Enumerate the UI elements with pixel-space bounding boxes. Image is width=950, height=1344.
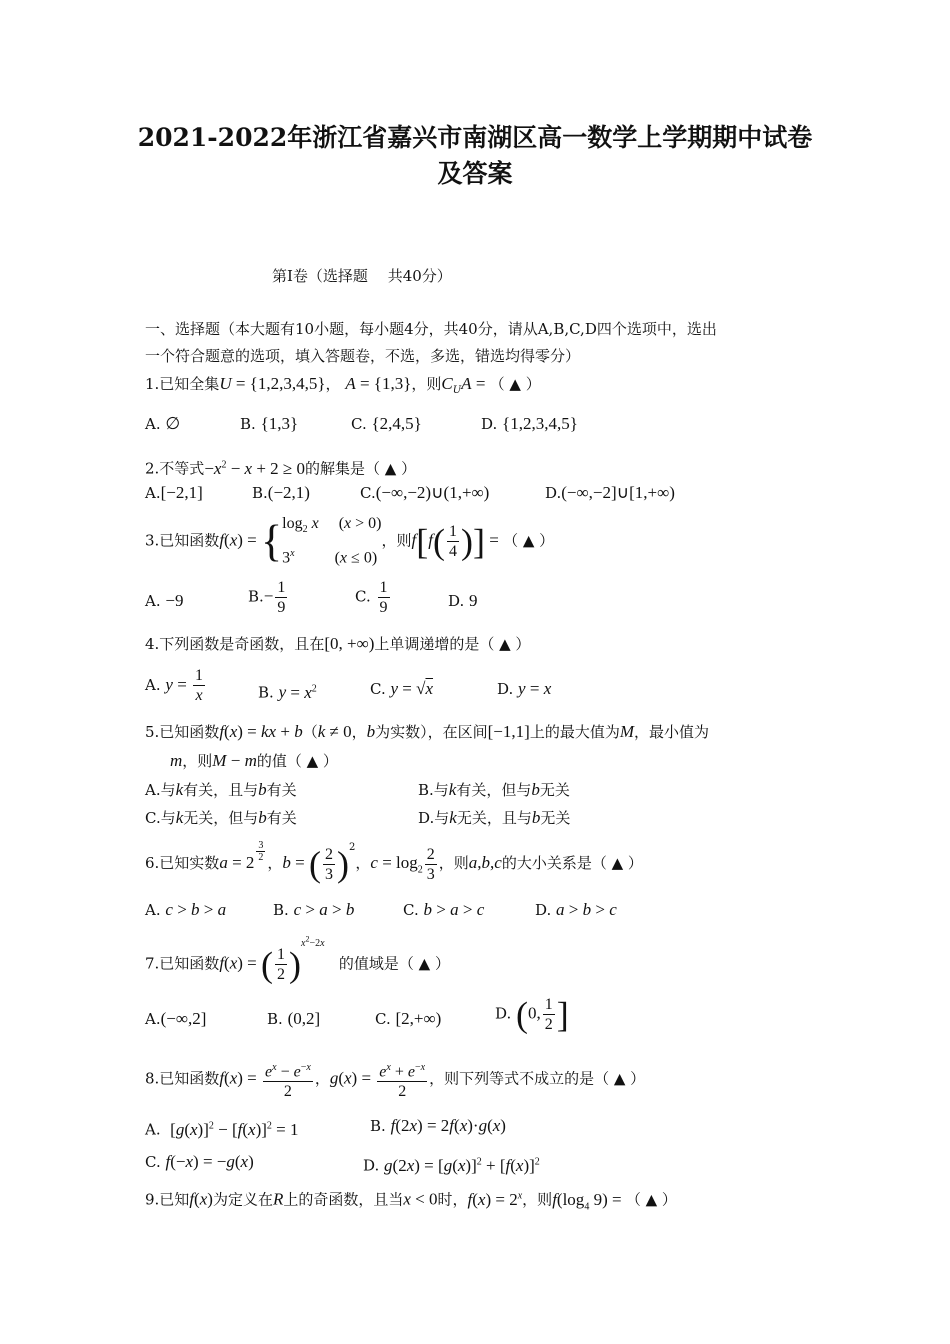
q7-option-c: C. [2,+∞) (375, 1009, 442, 1028)
q4-option-b: B. $y = x^2$ (258, 682, 317, 702)
q3-option-d: D. 9 (448, 591, 478, 610)
instructions-line-1: 一、选择题（本大题有10小题，每小题4分，共40分，请从A,B,C,D四个选项中，选出 (145, 320, 717, 338)
q4-options (145, 666, 552, 705)
q5-option-c: C.与k无关，但与b有关 (145, 808, 297, 827)
q2-option-b: B.(−2,1) (252, 483, 310, 502)
q7-option-d: D. (0, $\frac{1}{2}$ ] (495, 994, 569, 1035)
q3-option-a: A. −9 (145, 591, 184, 610)
q2-options (145, 483, 675, 503)
q6-option-d: D. a > b > c (535, 900, 617, 919)
q7-option-a: A.(−∞,2] (145, 1009, 207, 1028)
question-7: 7.已知函数f(x) = ( $\frac{1}{2}$ )$^{x^2-2x}$ 的值域是（ ▲ ） (145, 935, 450, 985)
question-4: 4.下列函数是奇函数，且在[0, +∞)上单调递增的是（ ▲ ） (145, 634, 531, 653)
q1-options (145, 414, 578, 434)
question-5-line-1: 5.已知函数f(x) = kx + b（k ≠ 0，b为实数），在区间[−1,1]上的最大值为M，最小值为 (145, 722, 710, 741)
section-header: 第Ⅰ卷（选择题 共40分） (272, 267, 452, 285)
q8-option-a: A. $[g(x)]^2 - [f(x)]^2 = 1$ (145, 1119, 299, 1139)
question-5-line-2: m，则M − m的值（ ▲ ） (170, 751, 338, 770)
document-title-line-1: 2021-2022年浙江省嘉兴市南湖区高一数学上学期期中试卷 (137, 123, 813, 152)
question-2: 2.不等式$-x^2 - x + 2 \ge 0$的解集是（ ▲ ） (145, 458, 417, 478)
q7-option-b: B. (0,2] (267, 1009, 321, 1028)
question-3: 3.已知函数$f(x) = \{\log_2$ x (x > 0) 3$^x$ (x ≤ 0)，则f[f( $\frac{1}{4}$ )] = （ ▲ ） (145, 515, 555, 567)
q8-option-d: D. $g(2x) = [g(x)]^2 + [f(x)]^2$ (363, 1155, 540, 1175)
q2-option-d: D.(−∞,−2]∪[1,+∞) (545, 483, 675, 502)
q1-option-b: B. {1,3} (240, 414, 299, 433)
instructions-line-2: 一个符合题意的选项，填入答题卷，不选，多选，错选均得零分） (145, 347, 581, 365)
q8-option-b: B. f(2x) = 2f(x)·g(x) (370, 1116, 506, 1135)
q3-option-b: B.− $\frac{1}{9}$ (248, 579, 286, 616)
q4-option-d: D. y = x (497, 679, 552, 698)
document-title-line-2: 及答案 (437, 159, 513, 188)
q1-option-d: D. {1,2,3,4,5} (481, 414, 578, 433)
question-1: 1.已知全集U = {1,2,3,4,5}， A = {1,3}，则$C_UA$ = （ ▲ ） (145, 374, 541, 396)
q6-option-b: B. c > a > b (273, 900, 355, 919)
q1-option-a: A. ∅ (145, 414, 181, 433)
question-8: 8.已知函数f(x) = $\frac{e^x - e^{-x}}{2}$ ，g(x) = $\frac{e^x + e^{-x}}{2}$ ，则下列等式不成立的是（ ▲ ） (145, 1058, 645, 1101)
q3-option-c: C. $\frac{1}{9}$ (355, 579, 388, 616)
q6-option-a: A. c > b > a (145, 900, 227, 919)
q6-options (145, 900, 617, 920)
q4-option-a: A. y = $\frac{1}{x}$ (145, 667, 204, 704)
q8-option-c: C. f(−x) = −g(x) (145, 1152, 254, 1171)
q1-option-c: C. {2,4,5} (351, 414, 422, 433)
q2-option-c: C.(−∞,−2)∪(1,+∞) (360, 483, 490, 502)
question-6: 6.已知实数a = 2 $^{\frac{3}{2}}$ ，b = ( $\frac{2}{3}$ )$^2$，$c = \log_2$ $\frac{2}{3}$ ，则a,b,c的大小关系是（ ▲ ） (145, 839, 643, 884)
q2-option-a: A.[−2,1] (145, 483, 203, 502)
question-9: 9.已知f(x)为定义在R上的奇函数，且当x < 0时，$f(x) = 2^x$，则$f(\log_4$ 9) = （ ▲ ） (145, 1189, 677, 1213)
q5-option-b: B.与k有关，但与b无关 (418, 780, 570, 799)
q5-option-a: A.与k有关，且与b有关 (145, 780, 297, 799)
q6-option-c: C. b > a > c (403, 900, 485, 919)
q5-option-d: D.与k无关，且与b无关 (418, 808, 571, 827)
q4-option-c: C. y = √x (370, 679, 434, 698)
